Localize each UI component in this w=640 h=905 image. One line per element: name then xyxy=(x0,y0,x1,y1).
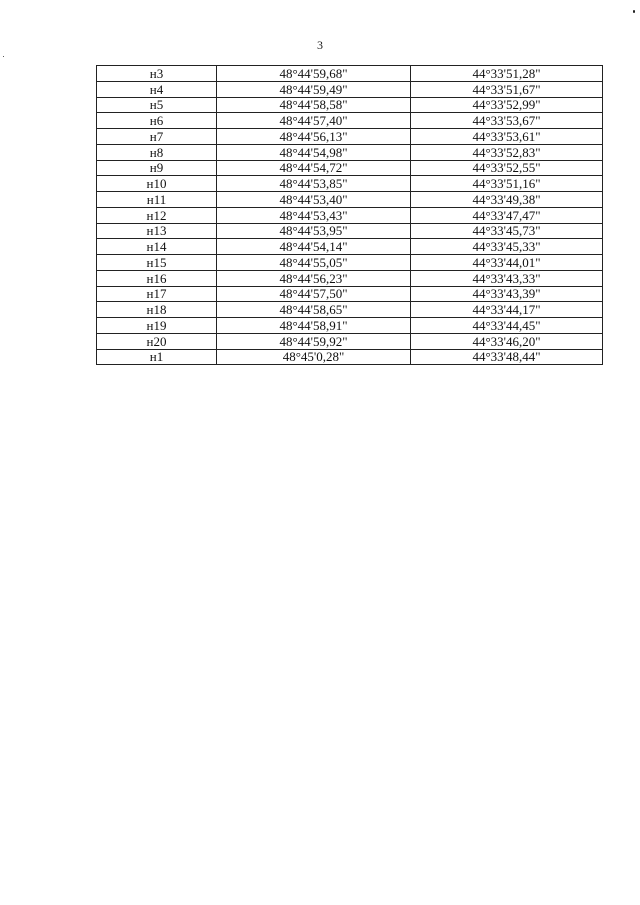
latitude-cell: 48°44'59,49" xyxy=(217,81,411,97)
point-cell: н20 xyxy=(97,333,217,349)
table-row xyxy=(97,270,603,286)
longitude-cell: 44°33'51,16" xyxy=(411,176,603,192)
page-number: 3 xyxy=(317,38,323,52)
latitude-cell: 48°44'59,92" xyxy=(217,333,411,349)
table-row xyxy=(97,255,603,271)
coordinates-table xyxy=(96,65,603,365)
table-row xyxy=(97,81,603,97)
point-cell: н7 xyxy=(97,129,217,145)
table-row xyxy=(97,192,603,208)
latitude-cell: 48°44'53,43" xyxy=(217,207,411,223)
scan-speck xyxy=(3,56,4,57)
longitude-cell: 44°33'52,83" xyxy=(411,144,603,160)
point-cell: н12 xyxy=(97,207,217,223)
latitude-cell: 48°44'56,23" xyxy=(217,270,411,286)
point-cell: н13 xyxy=(97,223,217,239)
table-row xyxy=(97,144,603,160)
table-row xyxy=(97,66,603,82)
point-cell: н10 xyxy=(97,176,217,192)
longitude-cell: 44°33'47,47" xyxy=(411,207,603,223)
table-row xyxy=(97,349,603,365)
longitude-cell: 44°33'45,33" xyxy=(411,239,603,255)
longitude-cell: 44°33'52,99" xyxy=(411,97,603,113)
latitude-cell: 48°44'54,72" xyxy=(217,160,411,176)
latitude-cell: 48°44'58,65" xyxy=(217,302,411,318)
table-row xyxy=(97,207,603,223)
table-row xyxy=(97,113,603,129)
longitude-cell: 44°33'49,38" xyxy=(411,192,603,208)
table-row xyxy=(97,97,603,113)
point-cell: н9 xyxy=(97,160,217,176)
longitude-cell: 44°33'53,61" xyxy=(411,129,603,145)
scan-speck xyxy=(633,10,635,13)
latitude-cell: 48°44'54,98" xyxy=(217,144,411,160)
longitude-cell: 44°33'43,39" xyxy=(411,286,603,302)
point-cell: н15 xyxy=(97,255,217,271)
longitude-cell: 44°33'53,67" xyxy=(411,113,603,129)
table-row xyxy=(97,129,603,145)
longitude-cell: 44°33'46,20" xyxy=(411,333,603,349)
table-row xyxy=(97,333,603,349)
coordinates-table-body xyxy=(97,66,603,365)
longitude-cell: 44°33'45,73" xyxy=(411,223,603,239)
point-cell: н5 xyxy=(97,97,217,113)
longitude-cell: 44°33'44,01" xyxy=(411,255,603,271)
longitude-cell: 44°33'51,67" xyxy=(411,81,603,97)
point-cell: н14 xyxy=(97,239,217,255)
table-row xyxy=(97,239,603,255)
longitude-cell: 44°33'48,44" xyxy=(411,349,603,365)
point-cell: н4 xyxy=(97,81,217,97)
longitude-cell: 44°33'44,17" xyxy=(411,302,603,318)
latitude-cell: 48°44'56,13" xyxy=(217,129,411,145)
latitude-cell: 48°44'53,85" xyxy=(217,176,411,192)
latitude-cell: 48°44'54,14" xyxy=(217,239,411,255)
table-row xyxy=(97,286,603,302)
point-cell: н6 xyxy=(97,113,217,129)
point-cell: н19 xyxy=(97,318,217,334)
point-cell: н8 xyxy=(97,144,217,160)
latitude-cell: 48°44'55,05" xyxy=(217,255,411,271)
latitude-cell: 48°44'57,40" xyxy=(217,113,411,129)
point-cell: н1 xyxy=(97,349,217,365)
longitude-cell: 44°33'43,33" xyxy=(411,270,603,286)
longitude-cell: 44°33'52,55" xyxy=(411,160,603,176)
latitude-cell: 48°44'53,40" xyxy=(217,192,411,208)
latitude-cell: 48°44'59,68" xyxy=(217,66,411,82)
table-row xyxy=(97,160,603,176)
table-row xyxy=(97,176,603,192)
point-cell: н3 xyxy=(97,66,217,82)
point-cell: н17 xyxy=(97,286,217,302)
point-cell: н16 xyxy=(97,270,217,286)
longitude-cell: 44°33'51,28" xyxy=(411,66,603,82)
table-row xyxy=(97,318,603,334)
latitude-cell: 48°45'0,28" xyxy=(217,349,411,365)
point-cell: н11 xyxy=(97,192,217,208)
longitude-cell: 44°33'44,45" xyxy=(411,318,603,334)
latitude-cell: 48°44'58,58" xyxy=(217,97,411,113)
latitude-cell: 48°44'57,50" xyxy=(217,286,411,302)
table-row xyxy=(97,223,603,239)
latitude-cell: 48°44'58,91" xyxy=(217,318,411,334)
table-row xyxy=(97,302,603,318)
latitude-cell: 48°44'53,95" xyxy=(217,223,411,239)
point-cell: н18 xyxy=(97,302,217,318)
